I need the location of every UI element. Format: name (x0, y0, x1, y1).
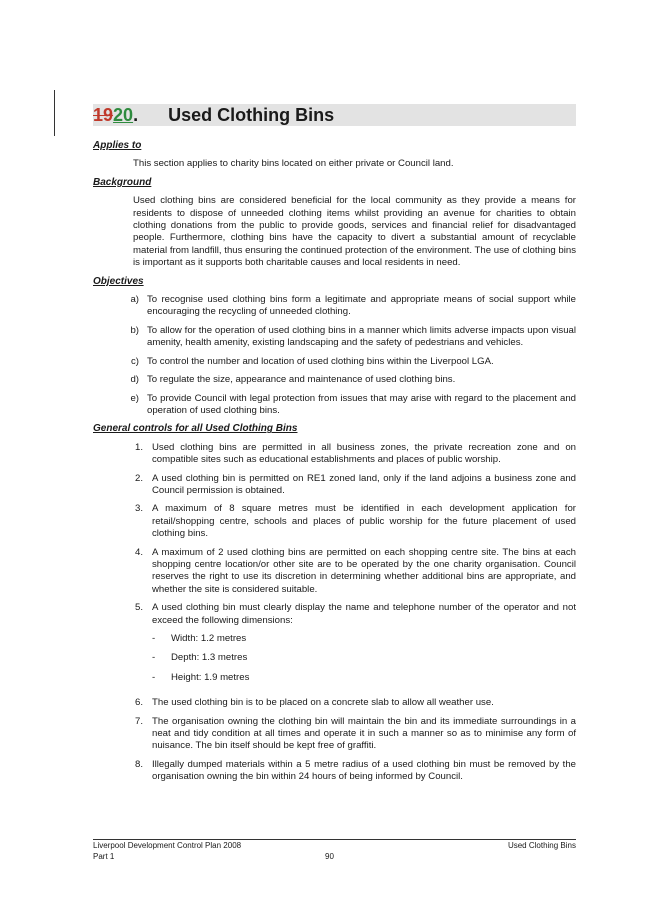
list-marker: a) (130, 294, 139, 306)
dimension-item (152, 652, 576, 664)
control-item (93, 697, 576, 709)
list-marker: d) (130, 374, 139, 386)
list-text: Used clothing bins are permitted in all business zones, the private recreation zone and on compatible sites such as educational establishments and places of public worship. (152, 441, 576, 466)
objective-item (93, 294, 576, 319)
section-heading (93, 104, 576, 126)
controls-list (93, 442, 576, 784)
control-item (93, 602, 576, 691)
list-marker: 2. (134, 472, 143, 484)
list-text: To regulate the size, appearance and maintenance of used clothing bins. (147, 374, 456, 386)
objective-item (93, 393, 576, 418)
background-text: Used clothing bins are considered beneficial for the local community as they provide a means for residents to dispose of unneeded clothing items whilst providing an avenue for charities to obtain clothing donations from the public to provide goods, services and financial relief for disadvantaged people. Furthermore, clothing bins have the capacity to divert a substantial amount of recyclable material from landfill, thus ensuring the continued protection of the environment. The use of clothing bins is important as it supports both charitable causes and local residents in need. (133, 195, 576, 269)
list-text: A maximum of 8 square metres must be identified in each development application for retail/shopping centre, schools and places of public worship for the future placement of used clothing bins. (152, 503, 576, 540)
page-title: Used Clothing Bins (168, 104, 335, 125)
revision-margin-bar (54, 90, 55, 136)
list-text: To control the number and location of used clothing bins within the Liverpool LGA. (147, 355, 494, 367)
objectives-heading: Objectives (93, 275, 144, 287)
bullet-marker: - (152, 633, 156, 644)
applies-to-text: This section applies to charity bins located on either private or Council land. (133, 158, 454, 170)
objective-item (93, 374, 576, 386)
list-text: To allow for the operation of used clothing bins in a manner which limits adverse impacts upon visual amenity, health amenity, existing landscaping and the safety of pedestrians and vehicles. (147, 324, 576, 349)
list-text: A used clothing bin is permitted on RE1 zoned land, only if the land adjoins a business zone and Council permission is obtained. (152, 472, 576, 496)
list-marker: c) (131, 355, 139, 367)
dimension-item (152, 633, 576, 645)
list-text: A maximum of 2 used clothing bins are permitted on each shopping centre site. The bins at each shopping centre location/or other site are to be operated by the one charity organisation. Council reserves the right to use its discretion in determining whether additional bins are appropriate, and whether the site is considered suitable. (152, 546, 576, 595)
dimensions-list (152, 633, 576, 684)
list-marker: 7. (134, 715, 143, 727)
footer-section-title: Used Clothing Bins (507, 841, 576, 850)
control-item (93, 759, 576, 784)
objective-item (93, 356, 576, 368)
control-item (93, 716, 576, 753)
footer-document-title: Liverpool Development Control Plan 2008 (93, 841, 242, 850)
list-text: To provide Council with legal protection from issues that may arise with regard to the placement and operation of used clothing bins. (147, 392, 576, 416)
footer-part: Part 1 (93, 852, 115, 861)
list-text: The organisation owning the clothing bin will maintain the bin and its immediate surroundings in a neat and tidy condition at all times and operate it in such a manner so as to minimise any form of nuisance. The bin itself should be kept free of graffiti. (152, 715, 576, 752)
background-heading: Background (93, 176, 152, 188)
list-marker: 5. (134, 602, 143, 614)
list-marker: 1. (134, 441, 143, 453)
list-marker: 6. (134, 697, 143, 709)
list-marker: e) (130, 392, 139, 404)
list-text: To recognise used clothing bins form a legitimate and appropriate means of social support while encouraging the recycling of unneeded clothing. (147, 294, 576, 318)
list-marker: b) (130, 324, 139, 336)
bullet-marker: - (152, 671, 156, 683)
control-item (93, 547, 576, 597)
list-marker: 4. (134, 546, 143, 558)
list-text: A used clothing bin must clearly display the name and telephone number of the operator and not exceed the following dimensions: (152, 602, 576, 626)
list-text: The used clothing bin is to be placed on a concrete slab to allow all weather use. (152, 697, 494, 709)
objectives-list (93, 294, 576, 417)
control-item (93, 473, 576, 498)
page-number: 90 (325, 852, 334, 861)
footer-divider (93, 839, 576, 840)
applies-to-heading: Applies to (93, 140, 142, 151)
dimension-item (152, 672, 576, 684)
bullet-marker: - (152, 652, 156, 664)
dimension-depth: Depth: 1.3 metres (171, 652, 248, 664)
list-marker: 8. (134, 758, 143, 770)
section-number-dot: . (133, 104, 139, 125)
objective-item (93, 325, 576, 350)
control-item (93, 503, 576, 540)
dimension-width: Width: 1.2 metres (171, 633, 247, 644)
section-number-inserted: 20 (113, 104, 134, 125)
list-marker: 3. (134, 503, 143, 515)
control-item (93, 442, 576, 467)
section-number-deleted: 19 (93, 104, 114, 125)
document-body (93, 140, 576, 790)
list-text: Illegally dumped materials within a 5 metre radius of a used clothing bin must be removed by the organisation owning the bin within 24 hours of being informed by Council. (152, 758, 576, 783)
dimension-height: Height: 1.9 metres (171, 671, 250, 683)
general-controls-heading: General controls for all Used Clothing Bins (93, 423, 298, 435)
